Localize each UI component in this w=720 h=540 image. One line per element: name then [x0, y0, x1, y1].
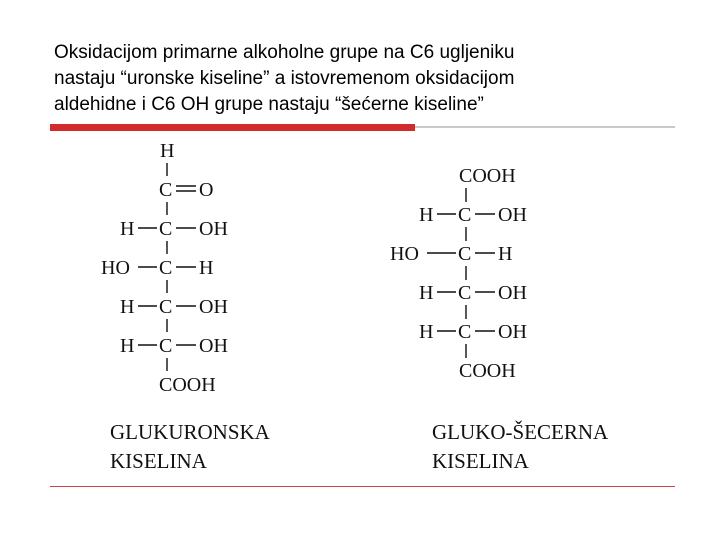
glucuronic-c4-right: OH [199, 296, 228, 318]
glucaric-c2: C [458, 204, 472, 226]
glucaric-c2-right: OH [498, 204, 527, 226]
title-line-1: Oksidacijom primarne alkoholne grupe na C6 ugljeniku [54, 42, 515, 63]
glucaric-c4-right: OH [498, 282, 527, 304]
glucuronic-c2: C [159, 218, 173, 240]
glucuronic-acid-caption [110, 418, 270, 476]
glucuronic-aldehyde-o: O [199, 179, 214, 201]
glucuronic-top-h: H [160, 140, 175, 162]
glucaric-acid-formula [390, 165, 527, 382]
glucuronic-c4: C [159, 296, 173, 318]
title-line-2: nastaju “uronske kiseline” a istovremenom oksidacijom [54, 68, 515, 89]
glucaric-c3-right: H [498, 243, 513, 265]
glucuronic-c5: C [159, 335, 173, 357]
glucuronic-carboxyl: COOH [159, 374, 216, 396]
glucuronic-c3: C [159, 257, 173, 279]
title-line-3: aldehidne i C6 OH grupe nastaju “šećerne kiseline” [54, 94, 484, 115]
caption-line: GLUKURONSKA [110, 420, 270, 444]
glucaric-c5-right: OH [498, 321, 527, 343]
glucaric-c5-left: H [419, 321, 434, 343]
glucuronic-c1: C [159, 179, 173, 201]
glucaric-c4: C [458, 282, 472, 304]
glucaric-c2-left: H [419, 204, 434, 226]
glucuronic-c5-right: OH [199, 335, 228, 357]
glucaric-c3: C [458, 243, 472, 265]
glucaric-bottom-carboxyl: COOH [459, 360, 516, 382]
glucaric-c3-left: HO [390, 243, 419, 265]
glucuronic-c4-left: H [120, 296, 135, 318]
glucuronic-c3-left: HO [101, 257, 130, 279]
footer-rule [50, 486, 675, 487]
glucuronic-c2-left: H [120, 218, 135, 240]
glucaric-c4-left: H [419, 282, 434, 304]
glucaric-top-carboxyl: COOH [459, 165, 516, 187]
glucuronic-c5-left: H [120, 335, 135, 357]
glucuronic-c3-right: H [199, 257, 214, 279]
caption-line: KISELINA [110, 449, 207, 473]
glucuronic-acid-formula [101, 140, 228, 396]
glucaric-acid-caption [432, 418, 608, 476]
glucuronic-c2-right: OH [199, 218, 228, 240]
caption-line: GLUKO-ŠECERNA [432, 420, 609, 444]
glucaric-c5: C [458, 321, 472, 343]
caption-line: KISELINA [432, 449, 529, 473]
